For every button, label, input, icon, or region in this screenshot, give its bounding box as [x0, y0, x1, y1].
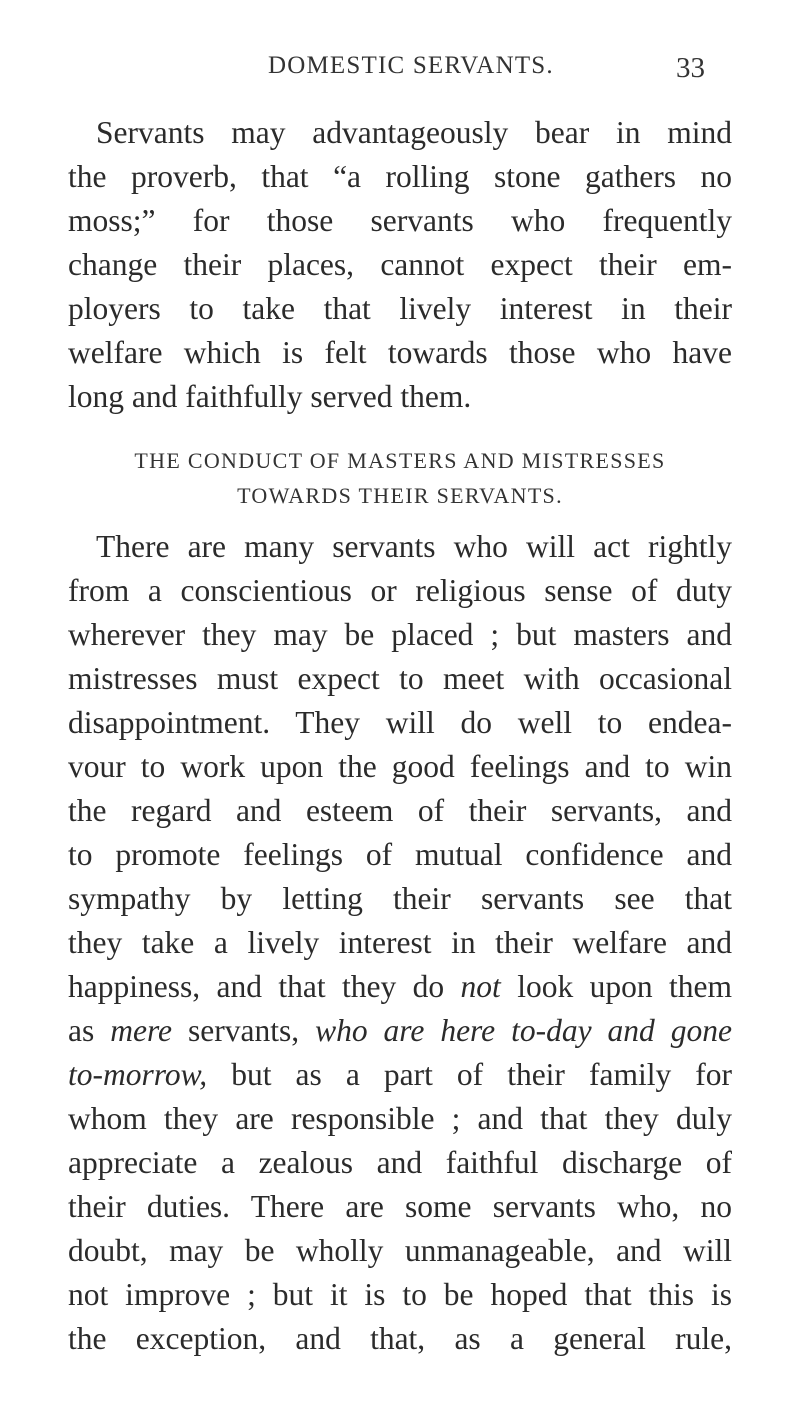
text-line: the proverb, that “a rolling stone gathers no [68, 159, 732, 194]
text-line: the regard and esteem of their servants, and [68, 793, 732, 828]
text-run: but as a part of their family for [207, 1057, 732, 1092]
text-line: moss;” for those servants who frequently [68, 203, 732, 238]
text-run: look upon them [500, 969, 732, 1004]
italic-emphasis: who are here to-day and gone [315, 1013, 732, 1048]
text-line: to promote feelings of mutual confidence and [68, 837, 732, 872]
text-line [68, 1009, 732, 1053]
text-line: they take a lively interest in their welfare and [68, 925, 732, 960]
text-line: ployers to take that lively interest in their [68, 291, 732, 326]
text-line: welfare which is felt towards those who have [68, 335, 732, 370]
text-line: vour to work upon the good feelings and to win [68, 749, 732, 784]
text-line [68, 965, 732, 1009]
text-line: their duties. There are some servants who, no [68, 1189, 732, 1224]
text-line: from a conscientious or religious sense of duty [68, 573, 732, 608]
text-line [68, 1053, 732, 1097]
text-line: not improve ; but it is to be hoped that this is [68, 1277, 732, 1312]
running-head [0, 52, 800, 92]
text-line: appreciate a zealous and faithful discharge of [68, 1145, 732, 1180]
section-heading-line-1: THE CONDUCT OF MASTERS AND MISTRESSES [134, 448, 666, 473]
text-line: Servants may advantageously bear in mind [96, 115, 732, 150]
text-line: change their places, cannot expect their em- [68, 247, 732, 282]
text-line: the exception, and that, as a general rule, [68, 1321, 732, 1356]
text-run: happiness, and that they do [68, 969, 461, 1004]
text-line: mistresses must expect to meet with occasional [68, 661, 732, 696]
text-line: There are many servants who will act rightly [96, 529, 732, 564]
text-line: whom they are responsible ; and that they duly [68, 1101, 732, 1136]
running-title: DOMESTIC SERVANTS. [268, 52, 554, 79]
italic-emphasis: not [460, 969, 501, 1004]
text-line: disappointment. They will do well to endea- [68, 705, 732, 740]
text-line: long and faithfully served them. [68, 379, 472, 414]
text-line: sympathy by letting their servants see that [68, 881, 732, 916]
italic-emphasis: mere [110, 1013, 173, 1048]
text-line: doubt, may be wholly unmanageable, and will [68, 1233, 732, 1268]
text-run: servants, [172, 1013, 316, 1048]
section-heading-line-2: TOWARDS THEIR SERVANTS. [237, 483, 563, 508]
page-number: 33 [676, 52, 705, 84]
text-line: wherever they may be placed ; but masters and [68, 617, 732, 652]
italic-emphasis: to-morrow, [68, 1057, 208, 1092]
text-run: as [68, 1013, 111, 1048]
